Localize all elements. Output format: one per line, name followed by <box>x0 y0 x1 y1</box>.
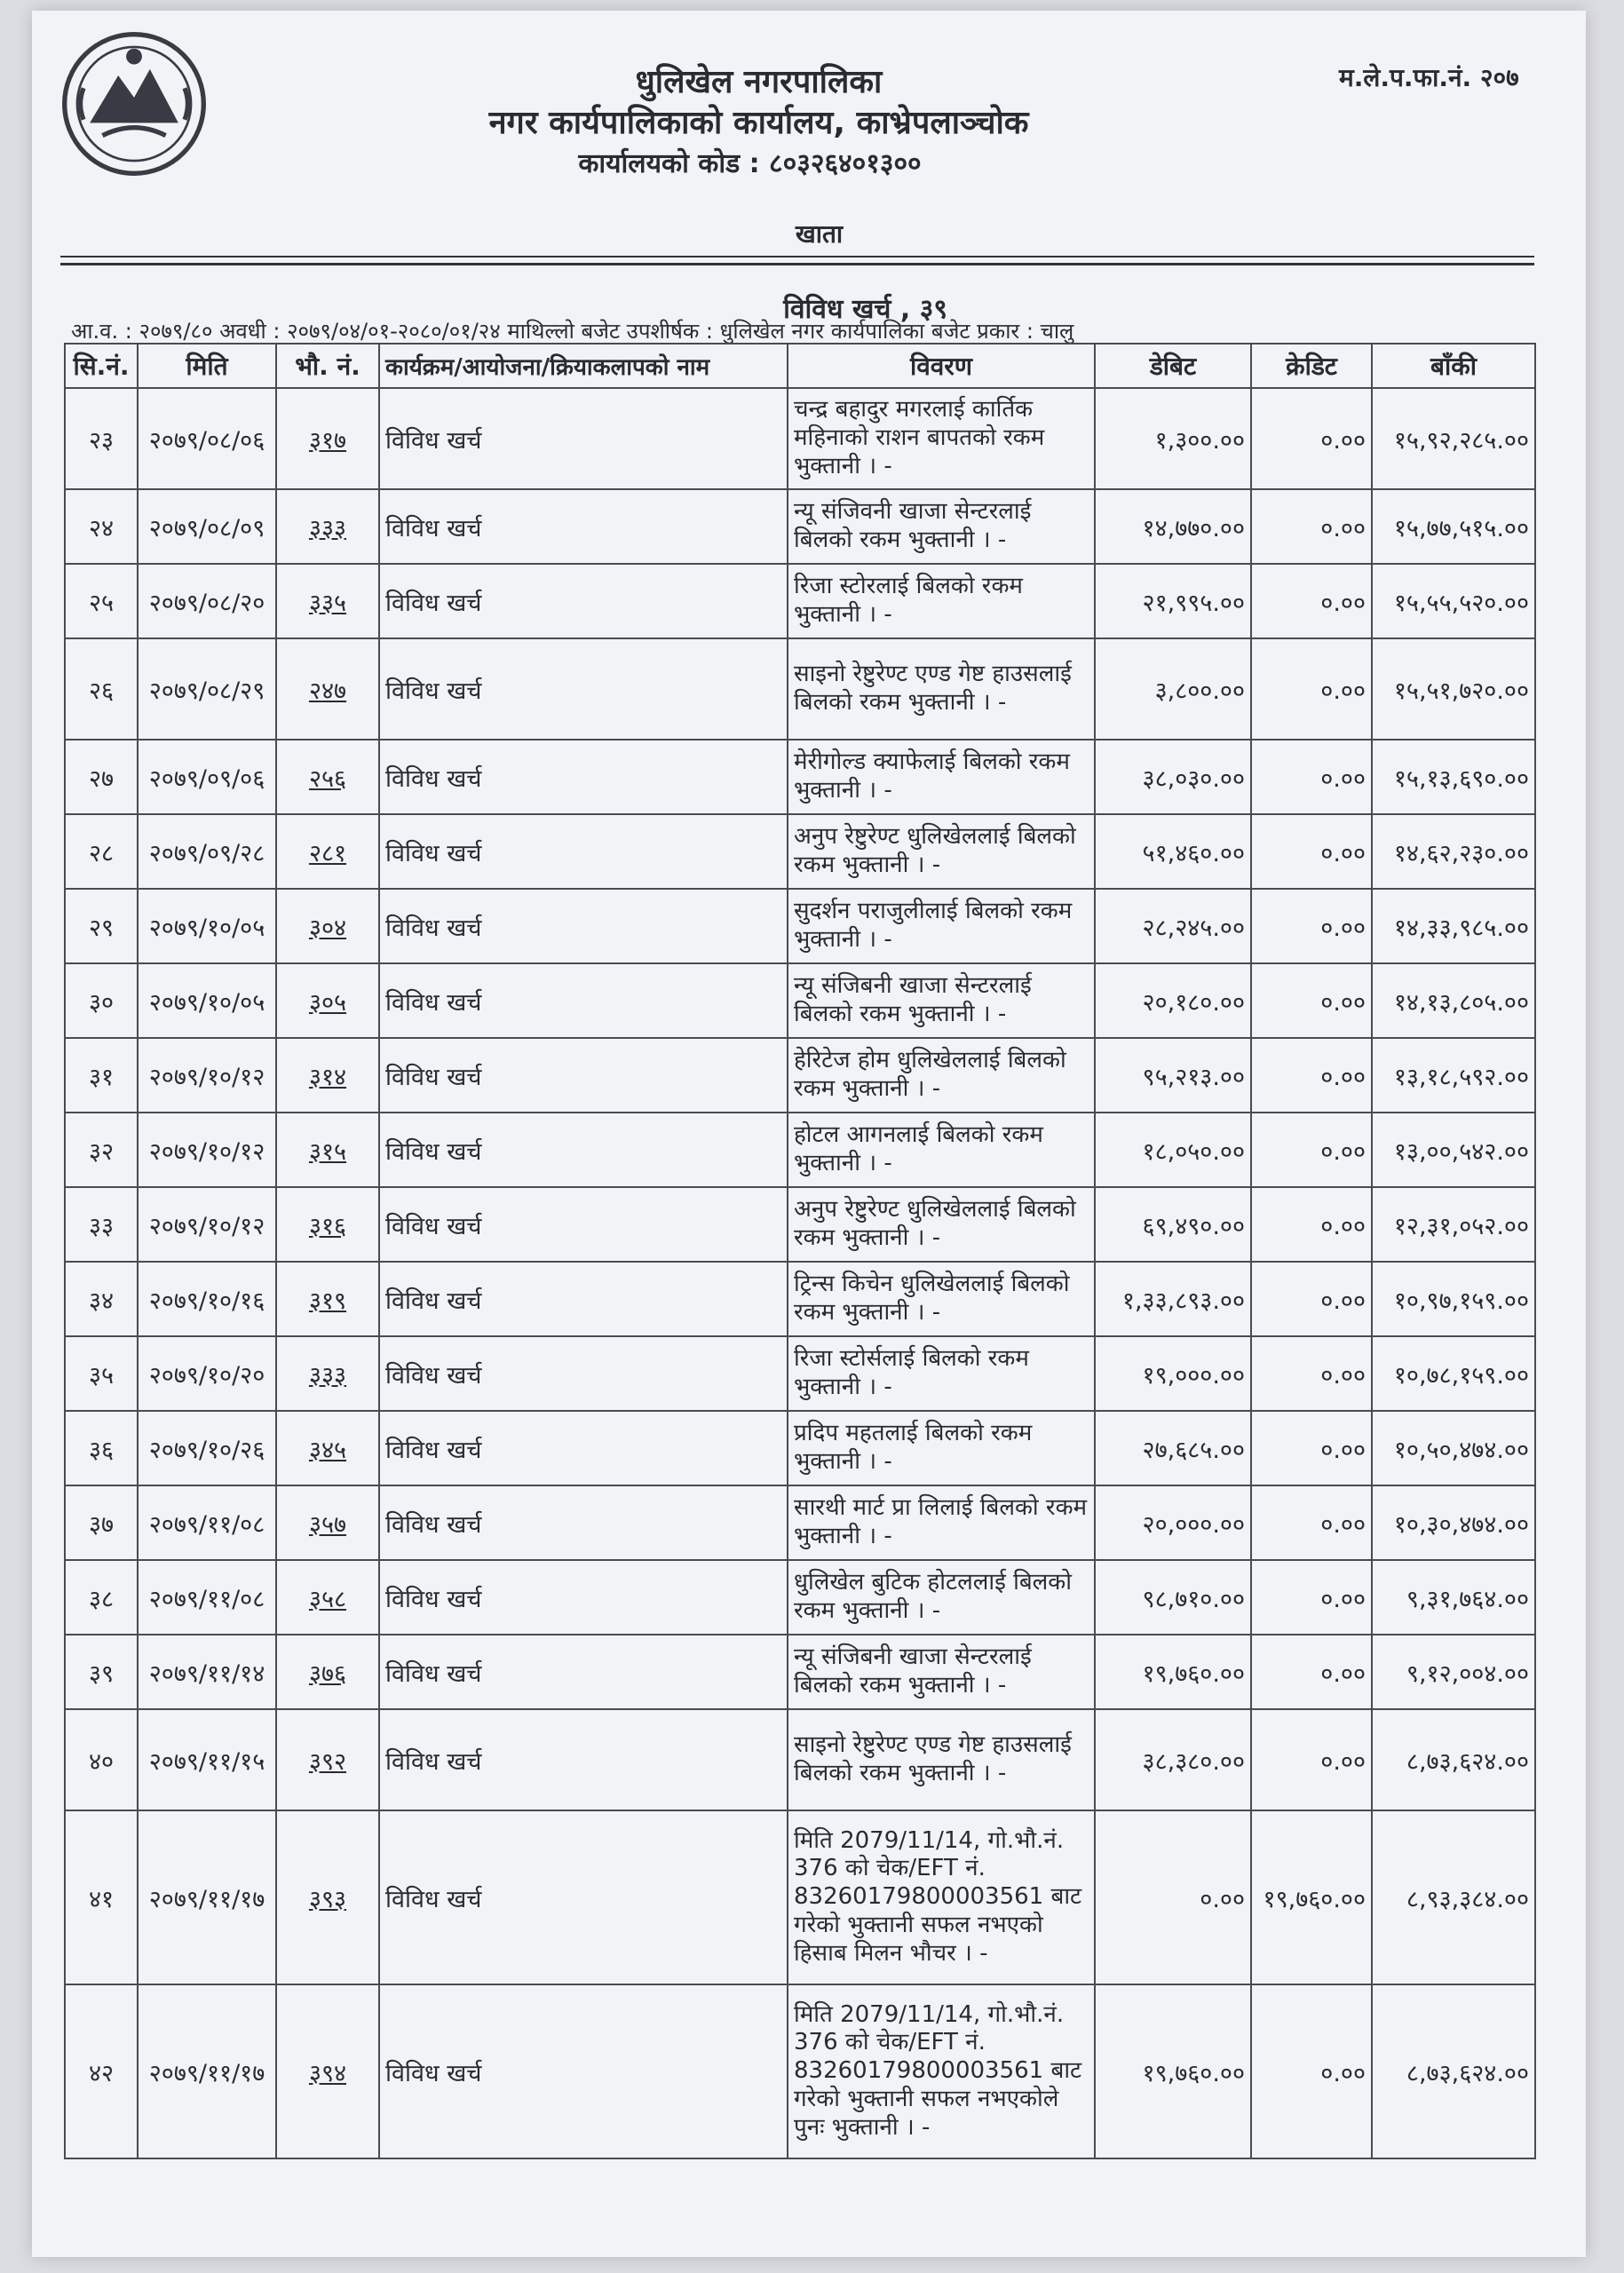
cell-date: २०७९/०८/२० <box>138 564 276 638</box>
cell-balance: ९,१२,००४.०० <box>1372 1635 1535 1709</box>
cell-debit: १,३००.०० <box>1095 388 1251 489</box>
cell-voucher: ३९२ <box>276 1709 379 1810</box>
cell-balance: ८,७३,६२४.०० <box>1372 1984 1535 2158</box>
cell-date: २०७९/१०/१६ <box>138 1262 276 1336</box>
cell-debit: १८,०५०.०० <box>1095 1113 1251 1187</box>
cell-date: २०७९/१०/२० <box>138 1336 276 1411</box>
cell-debit: ६९,४९०.०० <box>1095 1187 1251 1262</box>
table-row <box>65 1113 1535 1187</box>
cell-debit: ५१,४६०.०० <box>1095 814 1251 889</box>
table-row <box>65 1984 1535 2158</box>
cell-credit: ०.०० <box>1251 1485 1372 1560</box>
cell-description: रिजा स्टोरलाई बिलको रकम भुक्तानी । - <box>788 564 1095 638</box>
cell-sn: ४० <box>65 1709 138 1810</box>
cell-credit: ०.०० <box>1251 1984 1372 2158</box>
cell-date: २०७९/११/०८ <box>138 1485 276 1560</box>
cell-description: ट्रिन्स किचेन धुलिखेललाई बिलको रकम भुक्तानी । - <box>788 1262 1095 1336</box>
cell-description: साइनो रेष्टुरेण्ट एण्ड गेष्ट हाउसलाई बिलको रकम भुक्तानी । - <box>788 638 1095 740</box>
table-row <box>65 388 1535 489</box>
cell-date: २०७९/०८/०६ <box>138 388 276 489</box>
cell-program: विविध खर्च <box>379 388 788 489</box>
cell-sn: ३५ <box>65 1336 138 1411</box>
cell-date: २०७९/११/१७ <box>138 1984 276 2158</box>
cell-debit: ३८,०३०.०० <box>1095 740 1251 814</box>
cell-debit: १९,७६०.०० <box>1095 1984 1251 2158</box>
cell-date: २०७९/०८/२९ <box>138 638 276 740</box>
cell-balance: ९,३१,७६४.०० <box>1372 1560 1535 1635</box>
cell-program: विविध खर्च <box>379 740 788 814</box>
cell-credit: ०.०० <box>1251 740 1372 814</box>
cell-sn: २३ <box>65 388 138 489</box>
cell-voucher: ३१७ <box>276 388 379 489</box>
cell-sn: ३४ <box>65 1262 138 1336</box>
cell-balance: १५,१३,६९०.०० <box>1372 740 1535 814</box>
cell-date: २०७९/०९/२८ <box>138 814 276 889</box>
cell-description: साइनो रेष्टुरेण्ट एण्ड गेष्ट हाउसलाई बिलको रकम भुक्तानी । - <box>788 1709 1095 1810</box>
table-row <box>65 564 1535 638</box>
cell-voucher: ३३५ <box>276 564 379 638</box>
cell-debit: २१,९९५.०० <box>1095 564 1251 638</box>
cell-balance: १५,७७,५१५.०० <box>1372 489 1535 564</box>
cell-description: चन्द्र बहादुर मगरलाई कार्तिक महिनाको राशन बापतको रकम भुक्तानी । - <box>788 388 1095 489</box>
cell-sn: ४२ <box>65 1984 138 2158</box>
cell-balance: १४,१३,८०५.०० <box>1372 963 1535 1038</box>
cell-date: २०७९/०८/०९ <box>138 489 276 564</box>
cell-voucher: ३३३ <box>276 1336 379 1411</box>
cell-program: विविध खर्च <box>379 1038 788 1113</box>
cell-program: विविध खर्च <box>379 1709 788 1810</box>
table-header-row <box>65 344 1535 388</box>
cell-voucher: ३१६ <box>276 1187 379 1262</box>
cell-program: विविध खर्च <box>379 1560 788 1635</box>
budget-info-line: आ.व. : २०७९/८० अवधी : २०७९/०४/०१-२०८०/०१/२४ माथिल्लो बजेट उपशीर्षक : धुलिखेल नगर कार्यपालिका बजेट प्रकार : चालु <box>71 319 1074 344</box>
cell-debit: २८,२४५.०० <box>1095 889 1251 963</box>
col-header-balance: बाँकी <box>1372 344 1535 388</box>
cell-program: विविध खर्च <box>379 489 788 564</box>
cell-description: अनुप रेष्टुरेण्ट धुलिखेललाई बिलको रकम भुक्तानी । - <box>788 814 1095 889</box>
cell-date: २०७९/०९/०६ <box>138 740 276 814</box>
cell-balance: १०,७८,१५९.०० <box>1372 1336 1535 1411</box>
cell-program: विविध खर्च <box>379 1411 788 1485</box>
cell-description: मेरीगोल्ड क्याफेलाई बिलको रकम भुक्तानी । - <box>788 740 1095 814</box>
cell-voucher: ३१९ <box>276 1262 379 1336</box>
cell-voucher: ३१५ <box>276 1113 379 1187</box>
municipality-name: धुलिखेल नगरपालिका <box>635 64 883 100</box>
cell-balance: १३,००,५४२.०० <box>1372 1113 1535 1187</box>
cell-credit: ०.०० <box>1251 889 1372 963</box>
cell-date: २०७९/१०/२६ <box>138 1411 276 1485</box>
table-row <box>65 1262 1535 1336</box>
cell-date: २०७९/११/१७ <box>138 1810 276 1984</box>
cell-credit: ०.०० <box>1251 564 1372 638</box>
cell-credit: ०.०० <box>1251 1709 1372 1810</box>
ledger-body <box>65 388 1535 2158</box>
cell-voucher: ३५७ <box>276 1485 379 1560</box>
cell-description: रिजा स्टोर्सलाई बिलको रकम भुक्तानी । - <box>788 1336 1095 1411</box>
cell-program: विविध खर्च <box>379 1113 788 1187</box>
cell-sn: ३६ <box>65 1411 138 1485</box>
cell-description: मिति 2079/11/14, गो.भौ.नं. 376 को चेक/EFT नं. 83260179800003561 बाट गरेको भुक्तानी सफल नभएको हिसाब मिलन भौचर । - <box>788 1810 1095 1984</box>
cell-sn: २८ <box>65 814 138 889</box>
cell-voucher: ३९३ <box>276 1810 379 1984</box>
table-row <box>65 1635 1535 1709</box>
cell-credit: ०.०० <box>1251 1262 1372 1336</box>
cell-program: विविध खर्च <box>379 1485 788 1560</box>
office-name: नगर कार्यपालिकाको कार्यालय, काभ्रेपलाञ्चोक <box>488 105 1029 141</box>
cell-credit: ०.०० <box>1251 1336 1372 1411</box>
cell-credit: ०.०० <box>1251 388 1372 489</box>
cell-date: २०७९/११/०८ <box>138 1560 276 1635</box>
document-title: खाता <box>795 219 844 249</box>
cell-credit: १९,७६०.०० <box>1251 1810 1372 1984</box>
office-code: कार्यालयको कोड : ८०३२६४०१३०० <box>578 148 922 179</box>
cell-program: विविध खर्च <box>379 1635 788 1709</box>
cell-credit: ०.०० <box>1251 963 1372 1038</box>
cell-date: २०७९/१०/०५ <box>138 889 276 963</box>
cell-balance: १०,३०,४७४.०० <box>1372 1485 1535 1560</box>
cell-voucher: ३१४ <box>276 1038 379 1113</box>
cell-date: २०७९/११/१५ <box>138 1709 276 1810</box>
cell-balance: १२,३१,०५२.०० <box>1372 1187 1535 1262</box>
table-row <box>65 1709 1535 1810</box>
cell-description: प्रदिप महतलाई बिलको रकम भुक्तानी । - <box>788 1411 1095 1485</box>
cell-sn: ३० <box>65 963 138 1038</box>
cell-program: विविध खर्च <box>379 889 788 963</box>
cell-sn: ३८ <box>65 1560 138 1635</box>
col-header-debit: डेबिट <box>1095 344 1251 388</box>
table-row <box>65 1038 1535 1113</box>
col-header-date: मिति <box>138 344 276 388</box>
cell-debit: ९५,२१३.०० <box>1095 1038 1251 1113</box>
cell-debit: १,३३,८९३.०० <box>1095 1262 1251 1336</box>
col-header-credit: क्रेडिट <box>1251 344 1372 388</box>
cell-balance: १०,९७,१५९.०० <box>1372 1262 1535 1336</box>
cell-program: विविध खर्च <box>379 1336 788 1411</box>
cell-program: विविध खर्च <box>379 1187 788 1262</box>
table-row <box>65 1485 1535 1560</box>
cell-voucher: २५६ <box>276 740 379 814</box>
table-row <box>65 1810 1535 1984</box>
cell-balance: १५,५१,७२०.०० <box>1372 638 1535 740</box>
cell-sn: ३९ <box>65 1635 138 1709</box>
table-row <box>65 963 1535 1038</box>
cell-credit: ०.०० <box>1251 814 1372 889</box>
cell-debit: २०,१८०.०० <box>1095 963 1251 1038</box>
cell-balance: १५,९२,२८५.०० <box>1372 388 1535 489</box>
cell-voucher: २४७ <box>276 638 379 740</box>
cell-voucher: ३५८ <box>276 1560 379 1635</box>
cell-voucher: २८१ <box>276 814 379 889</box>
cell-debit: ०.०० <box>1095 1810 1251 1984</box>
cell-debit: ३,८००.०० <box>1095 638 1251 740</box>
cell-sn: ३७ <box>65 1485 138 1560</box>
cell-balance: ८,९३,३८४.०० <box>1372 1810 1535 1984</box>
cell-debit: २७,६८५.०० <box>1095 1411 1251 1485</box>
cell-debit: ९८,७१०.०० <box>1095 1560 1251 1635</box>
cell-program: विविध खर्च <box>379 638 788 740</box>
cell-voucher: ३९४ <box>276 1984 379 2158</box>
cell-credit: ०.०० <box>1251 1113 1372 1187</box>
cell-debit: ३८,३८०.०० <box>1095 1709 1251 1810</box>
table-row <box>65 889 1535 963</box>
table-row <box>65 1336 1535 1411</box>
cell-sn: २७ <box>65 740 138 814</box>
cell-credit: ०.०० <box>1251 1560 1372 1635</box>
cell-date: २०७९/११/१४ <box>138 1635 276 1709</box>
cell-description: धुलिखेल बुटिक होटललाई बिलको रकम भुक्तानी । - <box>788 1560 1095 1635</box>
cell-description: सुदर्शन पराजुलीलाई बिलको रकम भुक्तानी । - <box>788 889 1095 963</box>
cell-program: विविध खर्च <box>379 1984 788 2158</box>
cell-date: २०७९/१०/१२ <box>138 1113 276 1187</box>
table-row <box>65 638 1535 740</box>
table-row <box>65 1560 1535 1635</box>
cell-sn: ३३ <box>65 1187 138 1262</box>
cell-debit: २०,०००.०० <box>1095 1485 1251 1560</box>
table-row <box>65 1187 1535 1262</box>
divider <box>60 263 1534 265</box>
cell-date: २०७९/१०/०५ <box>138 963 276 1038</box>
cell-program: विविध खर्च <box>379 1810 788 1984</box>
table-row <box>65 814 1535 889</box>
divider <box>60 256 1534 257</box>
cell-balance: १५,५५,५२०.०० <box>1372 564 1535 638</box>
cell-sn: २५ <box>65 564 138 638</box>
col-header-description: विवरण <box>788 344 1095 388</box>
cell-description: होटल आगनलाई बिलको रकम भुक्तानी । - <box>788 1113 1095 1187</box>
cell-sn: ३१ <box>65 1038 138 1113</box>
cell-credit: ०.०० <box>1251 638 1372 740</box>
cell-voucher: ३३३ <box>276 489 379 564</box>
cell-credit: ०.०० <box>1251 1635 1372 1709</box>
cell-sn: २४ <box>65 489 138 564</box>
cell-balance: १०,५०,४७४.०० <box>1372 1411 1535 1485</box>
table-row <box>65 1411 1535 1485</box>
cell-date: २०७९/१०/१२ <box>138 1187 276 1262</box>
col-header-program: कार्यक्रम/आयोजना/क्रियाकलापको नाम <box>379 344 788 388</box>
cell-voucher: ३०४ <box>276 889 379 963</box>
cell-description: न्यू संजिवनी खाजा सेन्टरलाई बिलको रकम भुक्तानी । - <box>788 489 1095 564</box>
cell-description: हेरिटेज होम धुलिखेललाई बिलको रकम भुक्तानी । - <box>788 1038 1095 1113</box>
cell-voucher: ३०५ <box>276 963 379 1038</box>
cell-balance: ८,७३,६२४.०० <box>1372 1709 1535 1810</box>
cell-sn: २६ <box>65 638 138 740</box>
cell-credit: ०.०० <box>1251 1411 1372 1485</box>
cell-credit: ०.०० <box>1251 1187 1372 1262</box>
col-header-voucher: भौ. नं. <box>276 344 379 388</box>
cell-credit: ०.०० <box>1251 489 1372 564</box>
table-row <box>65 740 1535 814</box>
cell-credit: ०.०० <box>1251 1038 1372 1113</box>
cell-description: मिति 2079/11/14, गो.भौ.नं. 376 को चेक/EFT नं. 83260179800003561 बाट गरेको भुक्तानी सफल नभएकोले पुनः भुक्तानी । - <box>788 1984 1095 2158</box>
ledger-table <box>64 343 1536 2159</box>
cell-sn: ४१ <box>65 1810 138 1984</box>
cell-voucher: ३७६ <box>276 1635 379 1709</box>
section-title: विविध खर्च , ३९ <box>783 294 947 325</box>
cell-date: २०७९/१०/१२ <box>138 1038 276 1113</box>
cell-debit: १९,७६०.०० <box>1095 1635 1251 1709</box>
cell-program: विविध खर्च <box>379 564 788 638</box>
cell-balance: १४,६२,२३०.०० <box>1372 814 1535 889</box>
cell-debit: १४,७७०.०० <box>1095 489 1251 564</box>
col-header-sn: सि.नं. <box>65 344 138 388</box>
form-number: म.ले.प.फा.नं. २०७ <box>1339 63 1519 92</box>
cell-program: विविध खर्च <box>379 963 788 1038</box>
cell-balance: १३,१८,५९२.०० <box>1372 1038 1535 1113</box>
cell-program: विविध खर्च <box>379 814 788 889</box>
cell-balance: १४,३३,९८५.०० <box>1372 889 1535 963</box>
table-row <box>65 489 1535 564</box>
cell-description: न्यू संजिबनी खाजा सेन्टरलाई बिलको रकम भुक्तानी । - <box>788 1635 1095 1709</box>
cell-debit: १९,०००.०० <box>1095 1336 1251 1411</box>
cell-description: सारथी मार्ट प्रा लिलाई बिलको रकम भुक्तानी । - <box>788 1485 1095 1560</box>
cell-sn: २९ <box>65 889 138 963</box>
cell-voucher: ३४५ <box>276 1411 379 1485</box>
cell-description: न्यू संजिबनी खाजा सेन्टरलाई बिलको रकम भुक्तानी । - <box>788 963 1095 1038</box>
cell-program: विविध खर्च <box>379 1262 788 1336</box>
cell-description: अनुप रेष्टुरेण्ट धुलिखेललाई बिलको रकम भुक्तानी । - <box>788 1187 1095 1262</box>
cell-sn: ३२ <box>65 1113 138 1187</box>
